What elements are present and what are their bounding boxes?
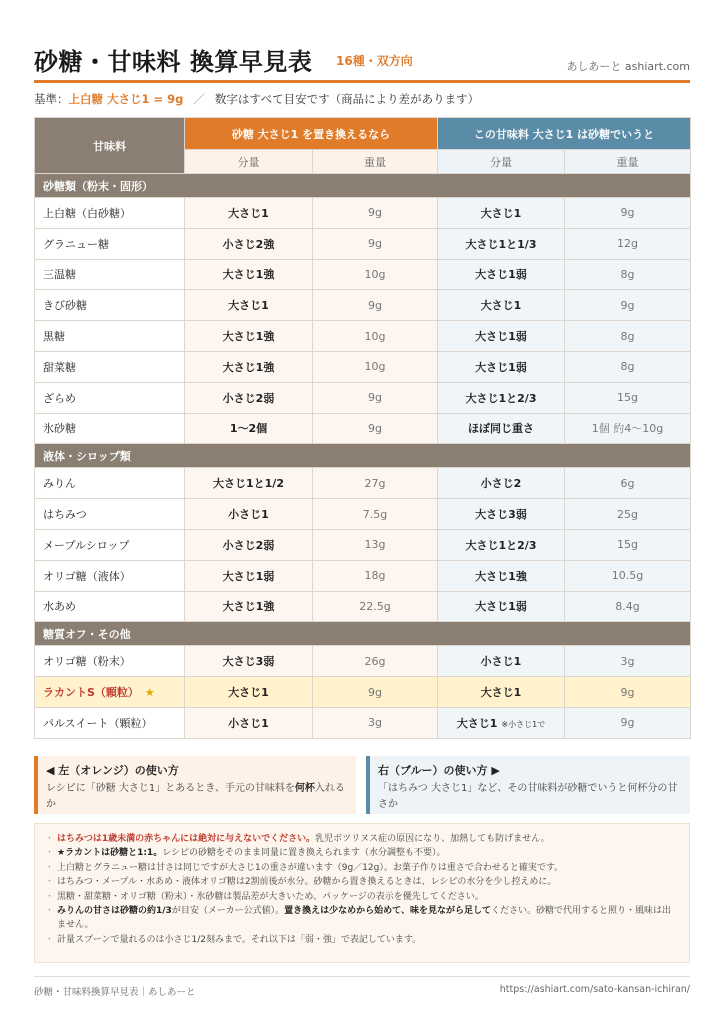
- table-row: [35, 382, 691, 413]
- left-amount: 大さじ1強: [185, 351, 313, 382]
- subheader-left-weight: 重量: [313, 150, 438, 174]
- left-amount: 小さじ2強: [185, 228, 313, 259]
- right-weight: 15g: [565, 529, 691, 560]
- sweetener-name: [35, 529, 185, 560]
- column-header-sweetener: 甘味料: [35, 118, 185, 174]
- sweetener-name: [35, 259, 185, 290]
- right-amount: [438, 591, 565, 622]
- right-amount: [438, 560, 565, 591]
- left-weight: 9g: [313, 413, 438, 444]
- left-weight: 7.5g: [313, 499, 438, 530]
- note-bold: ★ラカントは砂糖と1:1。: [57, 848, 163, 859]
- table-row: [35, 591, 691, 622]
- left-amount: 大さじ1: [185, 198, 313, 229]
- sweetener-name-text: メープルシロップ: [43, 538, 130, 552]
- right-amount: [438, 382, 565, 413]
- note-text: 黒糖・甜菜糖・オリゴ糖（粉末）・氷砂糖は製品差が大きいため、パッケージの表示を優先してください。: [57, 891, 484, 902]
- left-weight: 10g: [313, 321, 438, 352]
- right-amount-text: 大さじ3弱: [475, 508, 527, 522]
- notes-box: [34, 823, 690, 963]
- sweetener-name-text: オリゴ糖（液体）: [43, 569, 131, 583]
- basis-label: 基準：: [34, 92, 69, 106]
- sweetener-name-text: 三温糖: [43, 268, 76, 282]
- sweetener-name: [35, 468, 185, 499]
- left-weight: 9g: [313, 228, 438, 259]
- howto-left-title: ◀ 左（オレンジ）の使い方: [46, 764, 179, 777]
- sweetener-name: [35, 560, 185, 591]
- right-amount: [438, 351, 565, 382]
- sweetener-name: [35, 591, 185, 622]
- left-amount: 小さじ2弱: [185, 382, 313, 413]
- note-text: 乳児ボツリヌス症の原因になり、加熱しても防げません。: [315, 834, 550, 844]
- table-row: [35, 499, 691, 530]
- table-row: [35, 646, 691, 677]
- howto-left-text-1: レシピに「砂糖 大さじ1」とあるとき、手元の甘味料を: [46, 783, 295, 795]
- category-label: 液体・シロップ類: [35, 444, 691, 468]
- table-row: [35, 560, 691, 591]
- right-amount-text: 大さじ1: [480, 686, 522, 700]
- sweetener-name: [35, 228, 185, 259]
- left-amount: 小さじ1: [185, 707, 313, 738]
- sweetener-name-text: みりん: [43, 477, 76, 491]
- left-amount: 大さじ1と1/2: [185, 468, 313, 499]
- right-amount-text: 大さじ1弱: [475, 268, 527, 282]
- sweetener-name-text: パルスイート（顆粒）: [43, 716, 153, 730]
- page-subtitle: 16種・双方向: [336, 54, 413, 68]
- right-weight: 10.5g: [565, 560, 691, 591]
- right-amount: [438, 321, 565, 352]
- left-amount: 大さじ1強: [185, 591, 313, 622]
- category-label: 糖質オフ・その他: [35, 622, 691, 646]
- right-amount-text: 大さじ1: [480, 299, 522, 313]
- table-row: [35, 677, 691, 708]
- left-weight: 9g: [313, 677, 438, 708]
- left-weight: 9g: [313, 290, 438, 321]
- right-weight: 15g: [565, 382, 691, 413]
- sweetener-name-text: ラカントS（顆粒）: [43, 686, 139, 700]
- right-weight: 8g: [565, 321, 691, 352]
- note-warning: はちみつは1歳未満の赤ちゃんには絶対に与えないでください。: [57, 834, 316, 844]
- right-weight: 9g: [565, 290, 691, 321]
- right-weight: 8.4g: [565, 591, 691, 622]
- right-amount: [438, 499, 565, 530]
- left-amount: 小さじ1: [185, 499, 313, 530]
- left-weight: 9g: [313, 382, 438, 413]
- right-weight: 8g: [565, 351, 691, 382]
- sweetener-name: [35, 321, 185, 352]
- star-icon: ★: [144, 686, 155, 700]
- page-title: 砂糖・甘味料 換算早見表: [34, 48, 313, 76]
- right-amount: [438, 646, 565, 677]
- left-amount: 大さじ1: [185, 677, 313, 708]
- conversion-table: [34, 117, 691, 739]
- footer-left: 砂糖・甘味料換算早見表｜あしあーと: [34, 987, 196, 998]
- right-amount-text: 大さじ1と1/3: [465, 237, 537, 251]
- howto-left-box: [34, 756, 356, 814]
- right-amount-text: 大さじ1弱: [475, 600, 527, 614]
- sweetener-name: [35, 646, 185, 677]
- brand-label: あしあーと ashiart.com: [566, 60, 690, 73]
- category-row: [35, 444, 691, 468]
- right-amount-text: 大さじ1弱: [475, 360, 527, 374]
- left-weight: 26g: [313, 646, 438, 677]
- note-item: [45, 904, 679, 933]
- basis-value: 上白糖 大さじ1 = 9g: [68, 92, 184, 106]
- left-weight: 9g: [313, 198, 438, 229]
- footer-url: https://ashiart.com/sato-kansan-ichiran/: [499, 984, 690, 995]
- left-weight: 27g: [313, 468, 438, 499]
- subheader-right-amount: 分量: [438, 150, 565, 174]
- right-amount-text: ほぼ同じ重さ: [468, 422, 534, 436]
- right-amount: [438, 529, 565, 560]
- right-weight: 3g: [565, 646, 691, 677]
- note-item: [45, 890, 679, 904]
- note-item: [45, 832, 679, 846]
- right-amount: [438, 413, 565, 444]
- category-label: 砂糖類（粉末・固形）: [35, 174, 691, 198]
- howto-left-bold: 何杯: [294, 783, 315, 795]
- note-bold: 置き換えは少なめから始めて、味を見ながら足して: [284, 905, 491, 916]
- sweetener-name: [35, 499, 185, 530]
- table-row: [35, 228, 691, 259]
- table-row: [35, 290, 691, 321]
- sweetener-name: [35, 382, 185, 413]
- right-amount: [438, 228, 565, 259]
- right-amount-text: 大さじ1弱: [475, 330, 527, 344]
- subheader-left-amount: 分量: [185, 150, 313, 174]
- left-weight: 10g: [313, 259, 438, 290]
- table-row: [35, 259, 691, 290]
- left-amount: 小さじ2弱: [185, 529, 313, 560]
- header-divider: [34, 80, 690, 83]
- right-amount: [438, 290, 565, 321]
- note-item: [45, 846, 679, 860]
- left-amount: 1〜2個: [185, 413, 313, 444]
- sweetener-name: [35, 413, 185, 444]
- note-text: が目安（メーカー公式値）。: [171, 905, 285, 916]
- left-weight: 3g: [313, 707, 438, 738]
- note-text: 上白糖とグラニュー糖は甘さは同じですが大さじ1の重さが違います（9g／12g）。お菓子作りは重さで合わせると確実です。: [57, 862, 564, 873]
- howto-right-box: [366, 756, 690, 814]
- sweetener-name-text: きび砂糖: [43, 299, 87, 313]
- right-weight: 9g: [565, 677, 691, 708]
- howto-left-body: [46, 781, 348, 812]
- sweetener-name: [35, 351, 185, 382]
- left-weight: 10g: [313, 351, 438, 382]
- right-amount-text: 大さじ1と2/3: [465, 538, 537, 552]
- howto-right-body: 「はちみつ 大さじ1」など、その甘味料が砂糖でいうと何杯分の甘さか: [378, 783, 678, 810]
- note-bold: みりんの甘さは砂糖の約1/3: [57, 905, 172, 916]
- right-weight: 9g: [565, 707, 691, 738]
- note-item: [45, 875, 679, 889]
- right-amount-text: 小さじ2: [480, 477, 522, 491]
- sweetener-name: [35, 290, 185, 321]
- right-amount-text: 大さじ1: [456, 716, 498, 730]
- group-header-right: この甘味料 大さじ1 は砂糖でいうと: [438, 118, 691, 150]
- table-row: [35, 468, 691, 499]
- note-text: はちみつ・メープル・水あめ・液体オリゴ糖は2割前後が水分。砂糖から置き換えるときは、レシピの水分を少し控えめに。: [57, 877, 557, 888]
- table-row: [35, 321, 691, 352]
- right-amount: [438, 677, 565, 708]
- right-amount-note: ※小さじ1で: [501, 719, 546, 729]
- left-amount: 大さじ1弱: [185, 560, 313, 591]
- sweetener-name-text: 氷砂糖: [43, 422, 76, 436]
- right-weight: 8g: [565, 259, 691, 290]
- right-amount-text: 小さじ1: [480, 655, 522, 669]
- right-weight: 1個 約4〜10g: [565, 413, 691, 444]
- group-header-left: 砂糖 大さじ1 を置き換えるなら: [185, 118, 438, 150]
- table-row: [35, 351, 691, 382]
- sweetener-name: [35, 677, 185, 708]
- sweetener-name-text: 黒糖: [43, 330, 65, 344]
- right-weight: 25g: [565, 499, 691, 530]
- left-weight: 18g: [313, 560, 438, 591]
- howto-right-title: 右（ブルー）の使い方 ▶: [378, 764, 500, 777]
- left-amount: 大さじ1強: [185, 321, 313, 352]
- right-weight: 9g: [565, 198, 691, 229]
- note-text: 計量スプーンで量れるのは小さじ1/2刻みまで。それ以下は「弱・強」で表記しています。: [57, 934, 422, 945]
- sweetener-name-text: 甜菜糖: [43, 360, 76, 374]
- left-weight: 13g: [313, 529, 438, 560]
- basis-note: 数字はすべて目安です（商品により差があります）: [214, 92, 480, 106]
- right-amount: [438, 468, 565, 499]
- footer-divider: [34, 976, 690, 977]
- subheader-right-weight: 重量: [565, 150, 691, 174]
- note-text: レシピの砂糖をそのまま同量に置き換えられます（水分調整も不要）。: [162, 848, 446, 859]
- right-amount: [438, 198, 565, 229]
- right-weight: 12g: [565, 228, 691, 259]
- right-amount: [438, 707, 565, 738]
- sweetener-name: [35, 707, 185, 738]
- sweetener-name-text: 上白糖（白砂糖）: [43, 206, 131, 220]
- right-amount-text: 大さじ1と2/3: [465, 391, 537, 405]
- sweetener-name-text: はちみつ: [43, 508, 87, 522]
- right-weight: 6g: [565, 468, 691, 499]
- left-weight: 22.5g: [313, 591, 438, 622]
- howto-left-text-2: 入れるか: [46, 783, 345, 810]
- table-row: [35, 413, 691, 444]
- basis-separator: ／: [193, 92, 205, 106]
- sweetener-name-text: ざらめ: [43, 391, 76, 405]
- sweetener-name-text: グラニュー糖: [43, 237, 109, 251]
- notes-list: [45, 832, 679, 947]
- table-row: [35, 529, 691, 560]
- table-row: [35, 198, 691, 229]
- right-amount-text: 大さじ1: [480, 206, 522, 220]
- page-header: [34, 40, 690, 80]
- note-item: [45, 861, 679, 875]
- note-text: ください。砂糖で代用すると照り・風味は出ません。: [57, 905, 671, 931]
- basis-line: [34, 91, 479, 107]
- category-row: [35, 174, 691, 198]
- note-item: [45, 933, 679, 947]
- sweetener-name-text: 水あめ: [43, 600, 76, 614]
- sweetener-name: [35, 198, 185, 229]
- left-amount: 大さじ1強: [185, 259, 313, 290]
- sweetener-name-text: オリゴ糖（粉末）: [43, 655, 131, 669]
- right-amount: [438, 259, 565, 290]
- right-amount-text: 大さじ1強: [475, 569, 527, 583]
- table-row: [35, 707, 691, 738]
- left-amount: 大さじ3弱: [185, 646, 313, 677]
- table-body: [35, 174, 691, 739]
- category-row: [35, 622, 691, 646]
- left-amount: 大さじ1: [185, 290, 313, 321]
